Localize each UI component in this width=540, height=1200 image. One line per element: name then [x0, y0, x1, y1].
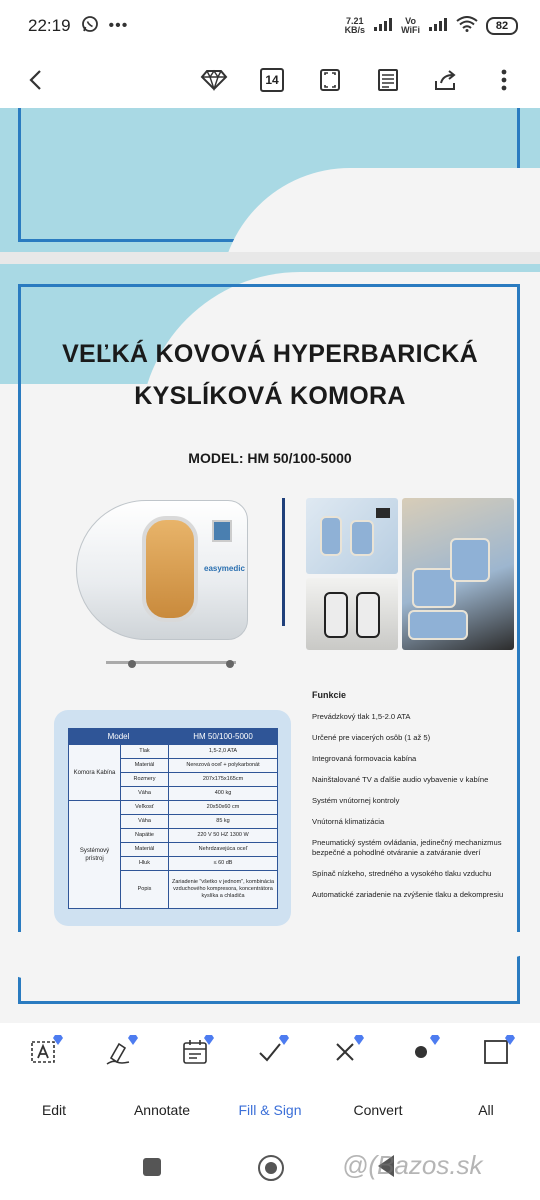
interior-photo-cabin — [402, 498, 514, 650]
spec-group-chamber: Komora Kabína — [69, 745, 121, 801]
control-panel — [212, 520, 232, 542]
feature-item: Systém vnútornej kontroly — [312, 796, 400, 805]
spec-label: Tlak — [121, 745, 169, 759]
tab-annotate[interactable]: Annotate — [133, 1102, 191, 1118]
fill-sign-tools — [0, 1023, 540, 1081]
features-title: Funkcie — [312, 690, 347, 700]
feature-item: Spínač nízkeho, stredného a vysokého tlaku vzduchu — [312, 869, 492, 878]
document-viewer[interactable] — [0, 108, 540, 1023]
spec-label: Veľkosť — [121, 801, 169, 815]
spec-table — [68, 728, 278, 909]
brand-logo: easymedic — [204, 564, 245, 573]
spec-value: Nerezová oceľ + polykarbonát — [169, 759, 278, 773]
chamber-door — [142, 516, 198, 622]
premium-gem-icon — [203, 1034, 215, 1046]
spec-value: Zariadenie "všetko v jednom", kombinácia vzduchového kompresora, koncentrátora kyslíka a chladiča — [169, 871, 278, 909]
text-box-tool[interactable] — [24, 1032, 64, 1072]
home-icon[interactable] — [258, 1155, 284, 1181]
divider-line — [282, 498, 285, 626]
interior-photo-seats-blue — [306, 498, 398, 574]
spec-group-system: Systémový prístroj — [69, 801, 121, 909]
spec-value: 1,5-2,0 ATA — [169, 745, 278, 759]
page-count: 14 — [260, 68, 284, 92]
premium-gem-icon — [429, 1034, 441, 1046]
features-list — [312, 690, 524, 911]
spec-label: Napätie — [121, 829, 169, 843]
document-page-2 — [0, 264, 540, 1023]
wifi-icon — [456, 16, 478, 37]
tab-all[interactable]: All — [478, 1102, 494, 1118]
document-page-1 — [0, 108, 540, 252]
spec-label: Rozmery — [121, 773, 169, 787]
premium-gem-icon — [504, 1034, 516, 1046]
premium-gem-icon — [127, 1034, 139, 1046]
spec-header-model: Model — [69, 729, 169, 745]
page-title-line2: KYSLÍKOVÁ KOMORA — [134, 382, 406, 410]
net-speed: 7.21 KB/s — [344, 16, 366, 35]
status-time: 22:19 — [28, 16, 71, 35]
share-icon[interactable] — [428, 62, 464, 98]
checkmark-tool[interactable] — [250, 1032, 290, 1072]
more-notifications-icon: ••• — [108, 17, 129, 34]
spec-value: ≤ 60 dB — [169, 857, 278, 871]
spec-value: 85 kg — [169, 815, 278, 829]
feature-item: Nainštalované TV a ďalšie audio vybavenie v kabíne — [312, 775, 489, 784]
feature-item: Automatické zariadenie na zvýšenie tlaku a dekompresiu — [312, 890, 504, 899]
tab-fill-sign[interactable]: Fill & Sign — [238, 1102, 302, 1118]
tab-convert[interactable]: Convert — [353, 1102, 403, 1118]
cross-tool[interactable] — [325, 1032, 365, 1072]
page-count-button[interactable] — [254, 62, 290, 98]
spec-label: Materiál — [121, 759, 169, 773]
whatsapp-icon — [81, 15, 99, 38]
tab-edit[interactable]: Edit — [41, 1102, 67, 1118]
premium-gem-icon — [52, 1034, 64, 1046]
feature-item: Integrovaná formovacia kabína — [312, 754, 417, 763]
premium-gem-icon — [278, 1034, 290, 1046]
spec-value: 220 V 50 HZ 1300 W — [169, 829, 278, 843]
premium-diamond-icon[interactable] — [196, 62, 232, 98]
watermark: @(Bazos.sk — [342, 1150, 483, 1180]
spec-value: 20x50x60 cm — [169, 801, 278, 815]
system-nav-bar — [0, 1136, 540, 1200]
signal-icon — [373, 17, 393, 36]
spec-label: Hluk — [121, 857, 169, 871]
model-label: MODEL: HM 50/100-5000 — [188, 450, 352, 466]
bottom-tabs — [0, 1084, 540, 1136]
spec-value: 207x175x165cm — [169, 773, 278, 787]
status-bar — [0, 0, 540, 52]
more-icon[interactable] — [486, 62, 522, 98]
premium-gem-icon — [353, 1034, 365, 1046]
spec-value: 400 kg — [169, 787, 278, 801]
rectangle-tool[interactable] — [476, 1032, 516, 1072]
spec-label: Váha — [121, 815, 169, 829]
fullscreen-icon[interactable] — [312, 62, 348, 98]
top-toolbar — [0, 52, 540, 108]
spec-label: Popis — [121, 871, 169, 909]
spec-header-value: HM 50/100-5000 — [169, 729, 278, 745]
spec-label: Váha — [121, 787, 169, 801]
interior-photo-white-seats — [306, 578, 398, 650]
recents-icon[interactable] — [143, 1158, 161, 1176]
feature-item: Vnútorná klimatizácia — [312, 817, 385, 826]
battery-icon: 82 — [486, 17, 518, 35]
chamber-image — [76, 500, 248, 670]
signal-icon-2 — [428, 17, 448, 36]
signature-tool[interactable] — [99, 1032, 139, 1072]
feature-item: Prevádzkový tlak 1,5-2.0 ATA — [312, 712, 411, 721]
back-arrow-icon[interactable] — [18, 62, 54, 98]
feature-item: Určené pre viacerých osôb (1 až 5) — [312, 733, 431, 742]
view-mode-icon[interactable] — [370, 62, 406, 98]
dot-tool[interactable] — [401, 1032, 441, 1072]
date-tool[interactable] — [175, 1032, 215, 1072]
spec-value: Nehrdzavejúca oceľ — [169, 843, 278, 857]
page-title-line1: VEĽKÁ KOVOVÁ HYPERBARICKÁ — [62, 340, 478, 368]
vowifi-label: Vo WiFi — [401, 16, 420, 35]
feature-item: Pneumatický systém ovládania, jedinečný mechanizmus bezpečné a pohodlné otváranie a zatváranie dverí — [312, 838, 502, 857]
spec-table-card — [54, 710, 291, 926]
spec-label: Materiál — [121, 843, 169, 857]
